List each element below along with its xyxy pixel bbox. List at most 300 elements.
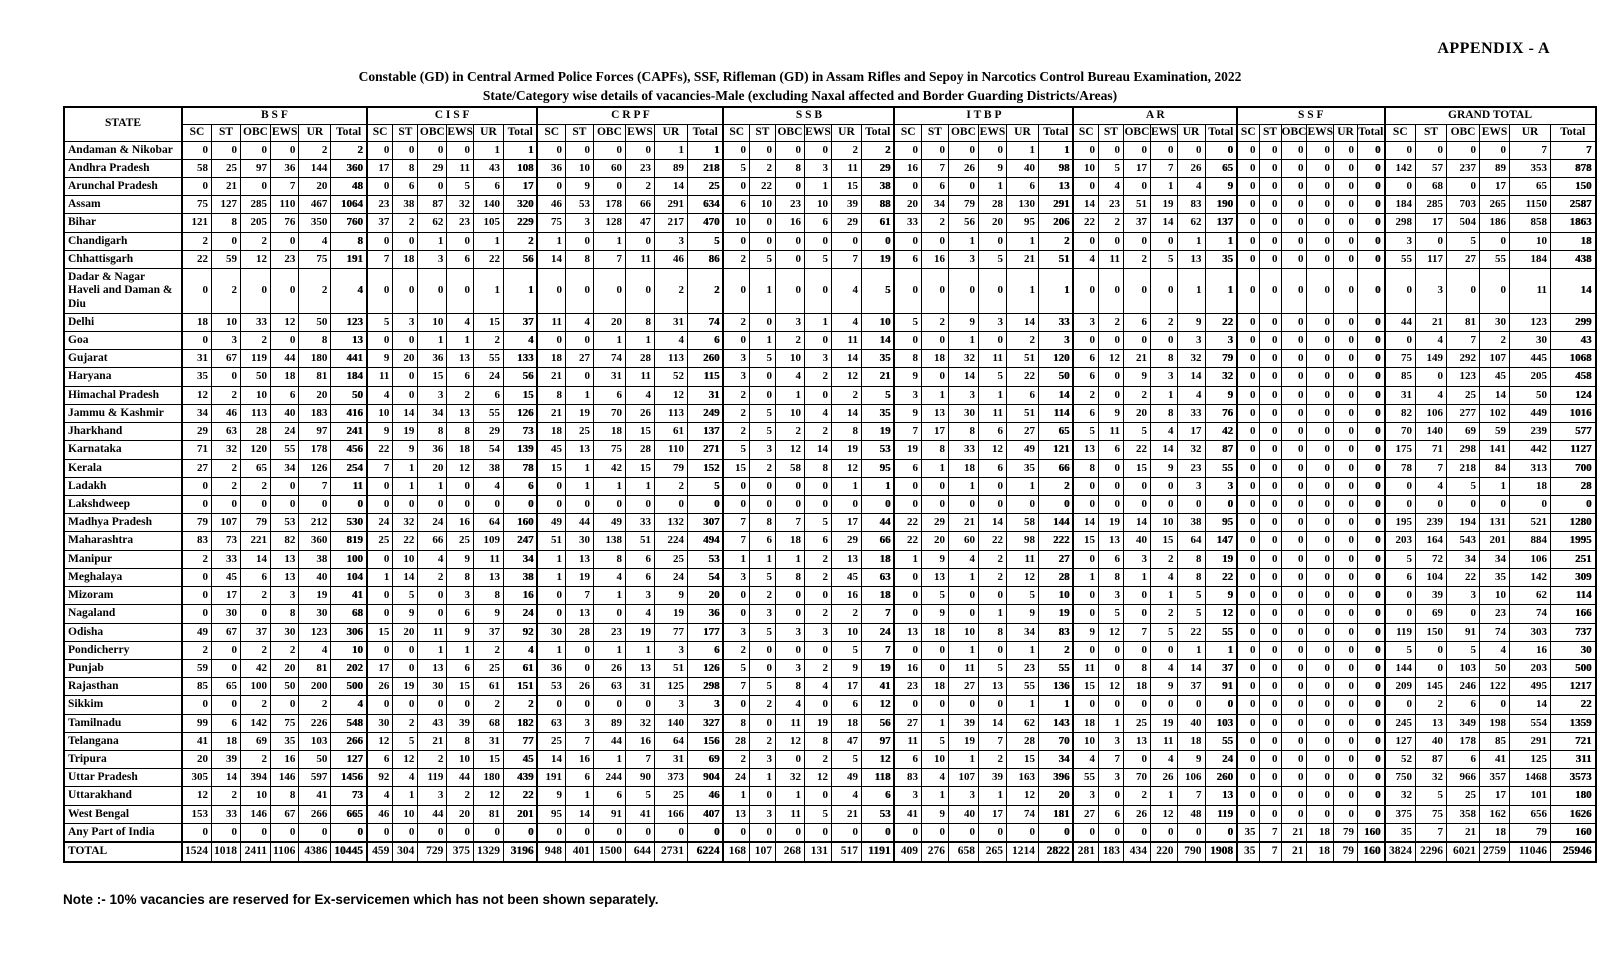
value-cell: 0 (775, 605, 804, 623)
value-cell: 13 (1038, 178, 1073, 196)
value-cell: 21 (861, 368, 894, 386)
value-cell: 27 (894, 714, 921, 732)
value-cell: 0 (1334, 332, 1358, 350)
value-cell: 819 (331, 532, 367, 550)
value-cell: 0 (1237, 423, 1259, 441)
value-cell: 311 (1551, 751, 1596, 769)
value-cell: 12 (1150, 805, 1177, 823)
value-cell: 0 (393, 269, 418, 314)
value-cell: 0 (687, 823, 723, 842)
value-cell: 9 (1205, 178, 1237, 196)
value-cell: 0 (723, 178, 749, 196)
value-cell: 7 (723, 514, 749, 532)
value-cell: 2822 (1038, 842, 1073, 862)
subcolumn-header-ur: UR (831, 124, 861, 141)
value-cell: 577 (1551, 423, 1596, 441)
value-cell: 95 (1006, 214, 1038, 232)
value-cell: 0 (1334, 659, 1358, 677)
value-cell: 2 (804, 423, 831, 441)
value-cell: 0 (212, 495, 241, 513)
value-cell: 0 (1237, 459, 1259, 477)
value-cell: 55 (1205, 623, 1237, 641)
value-cell: 5 (723, 659, 749, 677)
value-cell: 41 (299, 787, 331, 805)
value-cell: 2 (723, 250, 749, 268)
value-cell: 0 (565, 659, 593, 677)
value-cell: 2 (212, 269, 241, 314)
value-cell: 36 (271, 159, 299, 177)
value-cell: 0 (1237, 178, 1259, 196)
value-cell: 16 (1510, 641, 1551, 659)
value-cell: 0 (1150, 495, 1177, 513)
value-cell: 0 (1150, 269, 1177, 314)
value-cell: 10 (921, 751, 948, 769)
value-cell: 1 (948, 751, 978, 769)
value-cell: 0 (1281, 159, 1307, 177)
value-cell: 0 (1150, 141, 1177, 159)
value-cell: 0 (1281, 141, 1307, 159)
value-cell: 160 (1551, 823, 1596, 842)
value-cell: 63 (593, 678, 625, 696)
value-cell: 0 (212, 232, 241, 250)
value-cell: 8 (1177, 550, 1205, 568)
value-cell: 0 (1237, 587, 1259, 605)
table-header (64, 107, 1596, 141)
value-cell: 0 (1281, 805, 1307, 823)
value-cell: 1 (775, 787, 804, 805)
value-cell: 13 (921, 404, 948, 422)
value-cell: 0 (1307, 714, 1334, 732)
value-cell: 202 (331, 659, 367, 677)
value-cell: 1 (948, 641, 978, 659)
value-cell: 0 (1307, 368, 1334, 386)
value-cell: 25 (212, 159, 241, 177)
value-cell: 75 (271, 714, 299, 732)
value-cell: 0 (1123, 495, 1150, 513)
value-cell: 69 (241, 732, 271, 750)
value-cell: 0 (749, 823, 775, 842)
value-cell: 205 (241, 214, 271, 232)
value-cell: 6 (1098, 805, 1123, 823)
value-cell: 22 (894, 514, 921, 532)
table-row-mizoram (64, 587, 1596, 605)
value-cell: 15 (625, 459, 654, 477)
value-cell: 3 (723, 568, 749, 586)
value-cell: 9 (1177, 751, 1205, 769)
value-cell: 0 (625, 696, 654, 714)
value-cell: 3 (447, 587, 474, 605)
value-cell: 299 (1551, 313, 1596, 331)
value-cell: 285 (241, 196, 271, 214)
value-cell: 0 (1259, 696, 1281, 714)
value-cell: 9 (1177, 313, 1205, 331)
value-cell: 103 (1205, 714, 1237, 732)
value-cell: 350 (299, 214, 331, 232)
value-cell: 20 (393, 623, 418, 641)
value-cell: 6 (1006, 386, 1038, 404)
value-cell: 0 (1259, 732, 1281, 750)
table-row-punjab (64, 659, 1596, 677)
value-cell: 7 (1416, 823, 1447, 842)
value-cell: 0 (723, 477, 749, 495)
value-cell: 10 (948, 623, 978, 641)
value-cell: 38 (1177, 514, 1205, 532)
table-row-ladakh (64, 477, 1596, 495)
value-cell: 760 (331, 214, 367, 232)
value-cell: 218 (687, 159, 723, 177)
value-cell: 8 (775, 159, 804, 177)
state-cell: Any Part of India (64, 823, 182, 842)
value-cell: 27 (182, 459, 212, 477)
value-cell: 0 (1281, 423, 1307, 441)
value-cell: 1 (418, 232, 447, 250)
value-cell: 91 (1205, 678, 1237, 696)
value-cell: 14 (1150, 214, 1177, 232)
value-cell: 3 (723, 368, 749, 386)
value-cell: 0 (804, 232, 831, 250)
value-cell: 0 (948, 696, 978, 714)
value-cell: 0 (1038, 823, 1073, 842)
value-cell: 1 (921, 386, 948, 404)
value-cell: 131 (804, 842, 831, 862)
value-cell: 178 (299, 441, 331, 459)
value-cell: 307 (687, 514, 723, 532)
value-cell: 10445 (331, 842, 367, 862)
value-cell: 35 (1205, 250, 1237, 268)
value-cell: 5 (749, 678, 775, 696)
value-cell: 3 (1177, 332, 1205, 350)
table-row-uttarakhand (64, 787, 1596, 805)
value-cell: 73 (503, 423, 537, 441)
value-cell: 0 (182, 332, 212, 350)
value-cell: 0 (978, 232, 1006, 250)
value-cell: 14 (1510, 696, 1551, 714)
value-cell: 2 (503, 696, 537, 714)
value-cell: 140 (654, 714, 687, 732)
group-header-b-s-f: B S F (182, 107, 367, 124)
value-cell: 12 (775, 441, 804, 459)
value-cell: 28 (625, 441, 654, 459)
value-cell: 0 (367, 332, 393, 350)
value-cell: 5 (1447, 477, 1480, 495)
value-cell: 15 (1150, 532, 1177, 550)
value-cell: 4 (503, 332, 537, 350)
value-cell: 0 (1281, 196, 1307, 214)
value-cell: 36 (537, 159, 565, 177)
value-cell: 0 (565, 232, 593, 250)
value-cell: 2 (393, 714, 418, 732)
value-cell: 50 (271, 678, 299, 696)
value-cell: 0 (1307, 678, 1334, 696)
value-cell: 7 (775, 514, 804, 532)
value-cell: 137 (1205, 214, 1237, 232)
table-row-goa (64, 332, 1596, 350)
value-cell: 75 (1416, 805, 1447, 823)
value-cell: 0 (1358, 641, 1385, 659)
value-cell: 12 (861, 696, 894, 714)
value-cell: 0 (1281, 313, 1307, 331)
value-cell: 18 (775, 532, 804, 550)
value-cell: 121 (1038, 441, 1073, 459)
value-cell: 9 (1150, 459, 1177, 477)
value-cell: 86 (687, 250, 723, 268)
value-cell: 8 (212, 214, 241, 232)
value-cell: 11 (1073, 659, 1098, 677)
value-cell: 61 (473, 678, 503, 696)
value-cell: 40 (1123, 532, 1150, 550)
value-cell: 12 (182, 386, 212, 404)
value-cell: 0 (1358, 732, 1385, 750)
value-cell: 0 (593, 605, 625, 623)
value-cell: 1068 (1551, 350, 1596, 368)
value-cell: 445 (1510, 350, 1551, 368)
value-cell: 2 (1150, 605, 1177, 623)
value-cell: 102 (1480, 404, 1510, 422)
value-cell: 0 (1237, 532, 1259, 550)
state-cell: Jammu & Kashmir (64, 404, 182, 422)
value-cell: 0 (1237, 159, 1259, 177)
state-cell: Mizoram (64, 587, 182, 605)
value-cell: 3 (775, 313, 804, 331)
value-cell: 44 (447, 769, 474, 787)
value-cell: 7 (723, 678, 749, 696)
value-cell: 11 (625, 250, 654, 268)
value-cell: 34 (1480, 550, 1510, 568)
value-cell: 20 (1123, 404, 1150, 422)
value-cell: 7 (565, 587, 593, 605)
value-cell: 1 (447, 641, 474, 659)
value-cell: 0 (593, 495, 625, 513)
value-cell: 212 (299, 514, 331, 532)
value-cell: 46 (212, 404, 241, 422)
value-cell: 0 (1281, 232, 1307, 250)
value-cell: 13 (565, 550, 593, 568)
value-cell: 6 (447, 368, 474, 386)
value-cell: 0 (921, 641, 948, 659)
value-cell: 0 (473, 495, 503, 513)
value-cell: 5 (749, 623, 775, 641)
value-cell: 2 (654, 269, 687, 314)
value-cell: 1359 (1551, 714, 1596, 732)
value-cell: 1 (393, 787, 418, 805)
value-cell: 0 (593, 696, 625, 714)
value-cell: 0 (1259, 441, 1281, 459)
value-cell: 0 (1385, 587, 1416, 605)
value-cell: 634 (687, 196, 723, 214)
value-cell: 434 (1123, 842, 1150, 862)
state-cell: Haryana (64, 368, 182, 386)
value-cell: 0 (804, 269, 831, 314)
value-cell: 191 (331, 250, 367, 268)
value-cell: 0 (1259, 514, 1281, 532)
value-cell: 14 (393, 568, 418, 586)
value-cell: 32 (1385, 787, 1416, 805)
value-cell: 0 (1281, 404, 1307, 422)
table-row-gujarat (64, 350, 1596, 368)
value-cell: 0 (1416, 368, 1447, 386)
value-cell: 184 (1510, 250, 1551, 268)
value-cell: 11 (447, 159, 474, 177)
value-cell: 13 (978, 678, 1006, 696)
value-cell: 0 (1358, 605, 1385, 623)
value-cell: 104 (1416, 568, 1447, 586)
value-cell: 0 (473, 823, 503, 842)
value-cell: 33 (241, 313, 271, 331)
value-cell: 0 (1006, 495, 1038, 513)
value-cell: 2 (749, 587, 775, 605)
value-cell: 127 (1385, 732, 1416, 750)
value-cell: 260 (1205, 769, 1237, 787)
value-cell: 644 (625, 842, 654, 862)
value-cell: 127 (331, 751, 367, 769)
value-cell: 254 (331, 459, 367, 477)
value-cell: 1 (1098, 714, 1123, 732)
value-cell: 0 (1150, 823, 1177, 842)
value-cell: 1 (593, 641, 625, 659)
value-cell: 0 (565, 269, 593, 314)
value-cell: 500 (1551, 659, 1596, 677)
value-cell: 139 (503, 441, 537, 459)
value-cell: 32 (1177, 350, 1205, 368)
value-cell: 12 (367, 732, 393, 750)
value-cell: 0 (1237, 805, 1259, 823)
value-cell: 7 (367, 250, 393, 268)
value-cell: 6 (503, 477, 537, 495)
value-cell: 8 (831, 423, 861, 441)
subcolumn-header-total: Total (1205, 124, 1237, 141)
value-cell: 34 (418, 404, 447, 422)
value-cell: 17 (503, 178, 537, 196)
value-cell: 14 (861, 332, 894, 350)
value-cell: 10 (775, 404, 804, 422)
value-cell: 32 (393, 514, 418, 532)
value-cell: 5 (894, 313, 921, 331)
value-cell: 138 (593, 532, 625, 550)
value-cell: 61 (503, 659, 537, 677)
value-cell: 5 (393, 732, 418, 750)
value-cell: 20 (687, 587, 723, 605)
value-cell: 3824 (1385, 842, 1416, 862)
value-cell: 0 (1358, 696, 1385, 714)
value-cell: 10 (1150, 514, 1177, 532)
state-cell: Rajasthan (64, 678, 182, 696)
value-cell: 0 (1237, 641, 1259, 659)
value-cell: 70 (1123, 769, 1150, 787)
value-cell: 59 (212, 250, 241, 268)
value-cell: 0 (393, 368, 418, 386)
value-cell: 7 (1416, 459, 1447, 477)
value-cell: 2 (473, 696, 503, 714)
state-cell: Chandigarh (64, 232, 182, 250)
value-cell: 0 (271, 696, 299, 714)
value-cell: 313 (1510, 459, 1551, 477)
value-cell: 3 (654, 232, 687, 250)
value-cell: 156 (687, 732, 723, 750)
value-cell: 7 (565, 732, 593, 750)
value-cell: 0 (749, 313, 775, 331)
value-cell: 10 (367, 404, 393, 422)
value-cell: 1 (831, 477, 861, 495)
value-cell: 0 (921, 477, 948, 495)
value-cell: 53 (537, 678, 565, 696)
value-cell: 0 (241, 269, 271, 314)
value-cell: 0 (212, 368, 241, 386)
value-cell: 285 (1416, 196, 1447, 214)
value-cell: 0 (1237, 368, 1259, 386)
value-cell: 3 (749, 605, 775, 623)
value-cell: 14 (1123, 514, 1150, 532)
value-cell: 0 (1358, 623, 1385, 641)
value-cell: 33 (212, 805, 241, 823)
value-cell: 0 (1334, 751, 1358, 769)
value-cell: 1280 (1551, 514, 1596, 532)
value-cell: 30 (537, 623, 565, 641)
value-cell: 449 (1510, 404, 1551, 422)
subcolumn-header-ews: EWS (1150, 124, 1177, 141)
table-row-uttar-pradesh (64, 769, 1596, 787)
value-cell: 14 (831, 350, 861, 368)
value-cell: 36 (418, 441, 447, 459)
value-cell: 3 (1416, 269, 1447, 314)
value-cell: 5 (804, 250, 831, 268)
value-cell: 33 (1038, 313, 1073, 331)
value-cell: 12 (804, 769, 831, 787)
value-cell: 2 (473, 332, 503, 350)
value-cell: 21 (212, 178, 241, 196)
value-cell: 178 (1447, 732, 1480, 750)
value-cell: 0 (1334, 495, 1358, 513)
value-cell: 103 (299, 732, 331, 750)
value-cell: 0 (212, 641, 241, 659)
value-cell: 0 (1237, 787, 1259, 805)
value-cell: 0 (1385, 696, 1416, 714)
value-cell: 0 (1334, 477, 1358, 495)
value-cell: 1863 (1551, 214, 1596, 232)
value-cell: 0 (749, 495, 775, 513)
value-cell: 120 (241, 441, 271, 459)
value-cell: 0 (1281, 214, 1307, 232)
value-cell: 0 (1358, 769, 1385, 787)
table-row-himachal-pradesh (64, 386, 1596, 404)
state-cell: Kerala (64, 459, 182, 477)
value-cell: 0 (418, 269, 447, 314)
table-row-any-part-of-india (64, 823, 1596, 842)
value-cell: 13 (271, 568, 299, 586)
value-cell: 0 (1281, 532, 1307, 550)
value-cell: 1 (1006, 141, 1038, 159)
value-cell: 3 (1205, 332, 1237, 350)
group-header-c-i-s-f: C I S F (367, 107, 538, 124)
value-cell: 4 (331, 696, 367, 714)
value-cell: 3 (978, 313, 1006, 331)
value-cell: 11 (1510, 269, 1551, 314)
value-cell: 97 (241, 159, 271, 177)
value-cell: 81 (299, 659, 331, 677)
value-cell: 18 (593, 423, 625, 441)
footnote: Note :- 10% vacancies are reserved for Ex-servicemen which has not been shown separately. (63, 892, 659, 907)
value-cell: 15 (473, 313, 503, 331)
value-cell: 1 (978, 386, 1006, 404)
value-cell: 160 (1358, 823, 1385, 842)
value-cell: 0 (367, 477, 393, 495)
value-cell: 50 (299, 751, 331, 769)
value-cell: 22 (503, 787, 537, 805)
state-cell: Assam (64, 196, 182, 214)
value-cell: 9 (654, 587, 687, 605)
value-cell: 7 (978, 732, 1006, 750)
state-cell: Andhra Pradesh (64, 159, 182, 177)
value-cell: 0 (625, 232, 654, 250)
